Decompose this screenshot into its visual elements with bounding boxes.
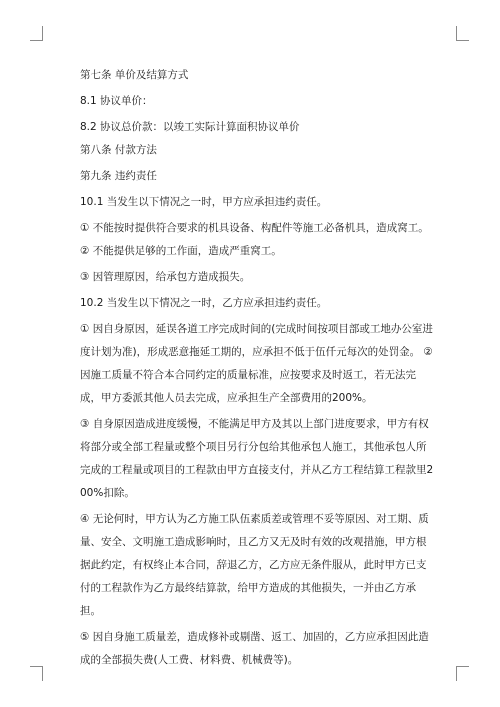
clause-10-2-item-3: ③ 自身原因造成进度缓慢，不能满足甲方及其以上部门进度要求，甲方有权将部分或全部工程量或整个项目另行分包给其他承包人施工，其他承包人所完成的工程量或项目的工程款由甲方直接支付，并从乙方工程结算工程款里200%扣除。 xyxy=(80,418,434,499)
clause-8-2: 8.2 协议总价款：以竣工实际计算面积协议单价 xyxy=(80,121,300,133)
clause-8-1: 8.1 协议单价： xyxy=(80,95,153,107)
crop-mark-top-right xyxy=(456,26,469,41)
clause-10-2-item-5: ⑤ 因自身施工质量差，造成修补或剔凿、返工、加固的，乙方应承担因此造成的全部损失费(人工费、材料费、机械费等)。 xyxy=(80,631,429,666)
clause-10-1: 10.1 当发生以下情况之一时，甲方应承担违约责任。 xyxy=(80,196,328,208)
article-9-heading: 第九条 违约责任 xyxy=(80,170,157,182)
document-body xyxy=(80,64,436,672)
clause-10-2: 10.2 当发生以下情况之一时，乙方应承担违约责任。 xyxy=(80,297,328,309)
clause-10-2-items-1-2: ① 因自身原因，延误各道工序完成时间的(完成时间按项目部或工地办公室进度计划为准)，形成恶意拖延工期的，应承担不低于伍仟元每次的处罚金。 ② 因施工质量不符合本合同约定的质量标准，应按要求及时返工，若无法完成，甲方委派其他人员去完成，应承担生产全部费用的200%。 xyxy=(80,323,433,404)
crop-mark-top-left xyxy=(30,26,43,41)
crop-mark-bottom-left xyxy=(30,666,43,681)
clause-10-1-items-1-2: ① 不能按时提供符合要求的机具设备、构配件等施工必备机具，造成窝工。 ② 不能提供足够的工作面，造成严重窝工。 xyxy=(80,222,429,257)
crop-mark-bottom-right xyxy=(456,666,469,681)
article-7-heading: 第七条 单价及结算方式 xyxy=(80,69,189,81)
clause-10-2-item-4: ④ 无论何时，甲方认为乙方施工队伍素质差或管理不妥等原因、对工期、质量、安全、文明施工造成影响时，且乙方又无及时有效的改观措施，甲方根据此约定，有权终止本合同，辞退乙方，乙方应无条件服从，此时甲方已支付的工程款作为乙方最终结算款，给甲方造成的其他损失，一并由乙方承担。 xyxy=(80,513,429,617)
article-8-heading: 第八条 付款方法 xyxy=(80,144,157,156)
clause-10-1-item-3: ③ 因管理原因，给承包方造成损失。 xyxy=(80,271,251,283)
